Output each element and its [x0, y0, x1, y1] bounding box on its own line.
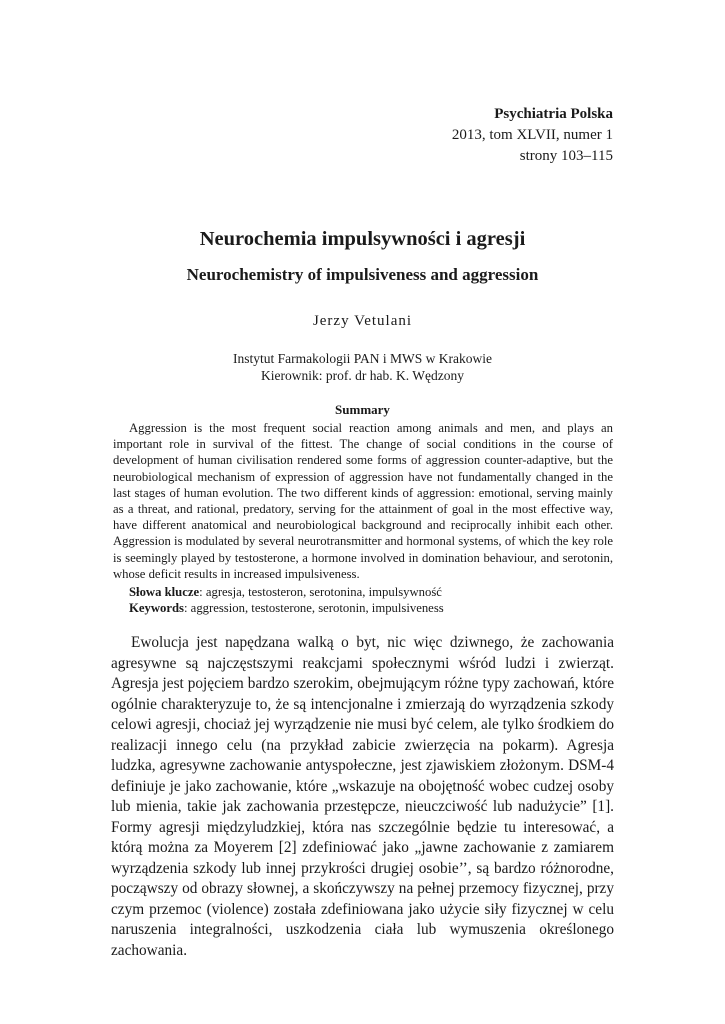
affiliation-institute: Instytut Farmakologii PAN i MWS w Krakowie [233, 351, 492, 366]
keywords-en-label: Keywords [129, 601, 184, 615]
journal-volume: 2013, tom XLVII, numer 1 [451, 127, 613, 143]
summary-text: Aggression is the most frequent social reaction among animals and men, and plays an important role in survival of the fittest. The change of social conditions in the course of development of human civilisation rendered some forms of aggression counter-adaptive, but the neurobiological mechanism of expression of aggression have not fundamentally changed in the last stages of human evolution. The two different kinds of aggression: emotional, serving mainly as a threat, and rational, predatory, serving for the attainment of goal in the most effective way, have different anatomical and neurobiological background and reciprocally inhibit each other. Aggression is modulated by several neurotransmitter and hormonal systems, of which the key role is seemingly played by testosterone, a hormone involved in domination behaviour, and serotonin, whose deficit results in increased impulsiveness. [113, 421, 613, 581]
journal-pages: strony 103–115 [519, 148, 613, 164]
keywords-pl-values: : agresja, testosteron, serotonina, impulsywność [199, 585, 442, 599]
body-paragraph: Ewolucja jest napędzana walką o byt, nic więc dziwnego, że zachowania agresywne są najczęstszymi reakcjami społecznymi wśród ludzi i zwierząt. Agresja jest pojęciem bardzo szerokim, obejmującym różne typy zachowań, które ogólnie charakteryzuje to, że są intencjonalne i zmierzają do wyrządzenia szkody celowi agresji, chociaż jej wyrządzenie nie musi być celem, ale tylko środkiem do realizacji innego celu (na przykład zabicie zwierzęcia na pokarm). Agresja ludzka, agresywne zachowanie antyspołeczne, jest zjawiskiem złożonym. DSM-4 definiuje je jako zachowanie, które „wskazuje na obojętność wobec cudzej osoby lub mienia, takie jak zachowania przestępcze, nieuczciwość lub nadużycie” [1]. Formy agresji międzyludzkiej, która nas szczególnie będzie tu interesować, a którą można za Moyerem [2] zdefiniować jako „jawne zachowanie z zamiarem wyrządzenia szkody lub innej przykrości drugiej osobie’’, są bardzo różnorodne, począwszy od obrazy słownej, a skończywszy na pełnej przemocy fizycznej, przy czym przemoc (violence) została zdefiniowana jako użycie siły fizycznej w celu naruszenia integralności, uszkodzenia ciała lub wymuszenia określonego zachowania. [111, 634, 614, 959]
keywords-en [129, 600, 619, 616]
keywords-pl [129, 584, 619, 600]
keywords-en-values: : aggression, testosterone, serotonin, impulsiveness [183, 601, 444, 615]
keywords-pl-label: Słowa klucze [129, 585, 200, 599]
journal-header [452, 104, 613, 167]
affiliation [0, 350, 725, 384]
article-subtitle: Neurochemistry of impulsiveness and aggression [186, 265, 539, 284]
affiliation-head: Kierownik: prof. dr hab. K. Wędzony [261, 368, 464, 383]
article-author: Jerzy Vetulani [312, 313, 413, 329]
summary-heading: Summary [335, 402, 390, 417]
journal-name: Psychiatria Polska [494, 106, 613, 122]
article-title: Neurochemia impulsywności i agresji [199, 228, 526, 250]
